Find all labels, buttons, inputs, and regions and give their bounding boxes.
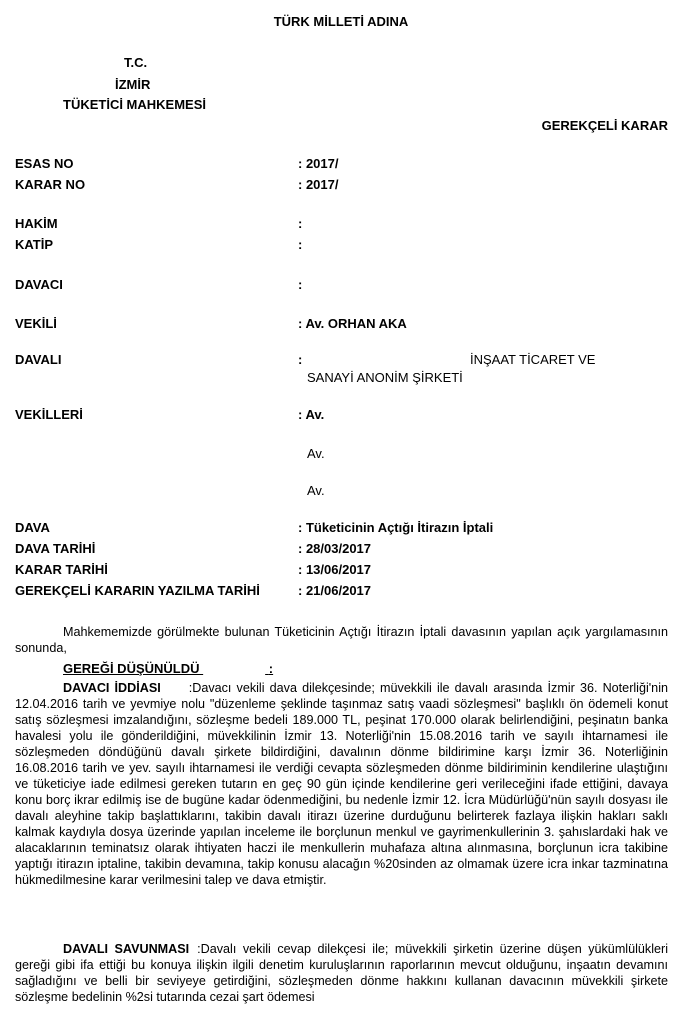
value-dava-tarihi: : 28/03/2017 xyxy=(298,541,372,556)
label-hakim: HAKİM xyxy=(15,216,58,231)
label-dava: DAVA xyxy=(15,520,50,535)
value-hakim: : xyxy=(298,216,303,231)
page-title: TÜRK MİLLETİ ADINA xyxy=(273,14,409,29)
label-davaci: DAVACI xyxy=(15,277,63,292)
value-davaci: : xyxy=(298,277,303,292)
value-karar-no: : 2017/ xyxy=(298,177,339,192)
value-karar-tarihi: : 13/06/2017 xyxy=(298,562,372,577)
header-court: TÜKETİCİ MAHKEMESİ xyxy=(63,97,206,112)
heading-geregi: GEREĞİ DÜŞÜNÜLDÜ : xyxy=(63,661,274,676)
label-karar-tarihi: KARAR TARİHİ xyxy=(15,562,108,577)
label-yazilma-tarihi: GEREKÇELİ KARARIN YAZILMA TARİHİ xyxy=(15,583,260,598)
label-esas-no: ESAS NO xyxy=(15,156,74,171)
value-esas-no: : 2017/ xyxy=(298,156,339,171)
label-dava-tarihi: DAVA TARİHİ xyxy=(15,541,96,556)
value-davali: : xyxy=(298,352,303,367)
label-vekili: VEKİLİ xyxy=(15,316,57,331)
label-katip: KATİP xyxy=(15,237,54,252)
davali-paragraph: DAVALI SAVUNMASI :Davalı vekili cevap dilekçesi ile; müvekkili şirketin üzerine düşen yükümlülükleri gereği gibi ifa ettiği bu konuya ilişkin ilgili denetim kuruluşlarının raporlarının mevcut olduğunu, inşaatın devamını sağladığını ve belli bir seviyeye getirdiğini, sözleşmeden dönme hakkını kullanan davacının müvekkili şirkete sözleşme bedelinin %2si tutarında cezai şart ödemesi xyxy=(15,942,668,1004)
value-yazilma-tarihi: : 21/06/2017 xyxy=(298,583,372,598)
header-tc: T.C. xyxy=(124,55,148,70)
intro-paragraph: Mahkememizde görülmekte bulunan Tüketicinin Açtığı İtirazın İptali davasının yapılan açık yargılamasının sonunda, xyxy=(15,625,668,655)
value-vekilleri-2: Av. xyxy=(307,446,325,461)
value-dava: : Tüketicinin Açtığı İtirazın İptali xyxy=(298,520,494,535)
value-davali-company-1: İNŞAAT TİCARET VE xyxy=(470,352,596,367)
davaci-paragraph: DAVACI İDDİASI :Davacı vekili dava dilekçesinde; müvekkili ile davalı arasında İzmir 36. Noterliği'nin 12.04.2016 tarih ve yevmiye nolu "düzenleme şeklinde taşınmaz satış vaadi sözleşmesi" başlıklı ön ödemeli konut satış sözleşmesi imzalandığını, sözleşme bedeli 189.000 TL, peşinat 170.000 olarak belirlendiğini, peşinatın banka havalesi yolu ile gönderildiğini, müvekkilinin İzmir 13. Noterliği'nin 15.08.2016 tarih ve sayılı ihtarnamesi ile sözleşmeden döndüğünü davalı şirkete bildirdiğini, davalının dönme bildirimine karşı İzmir 36. Noterliğinin 16.08.2016 tarih ve yev. sayılı ihtarnamesi ile verdiği cevapta sözleşmeden dönme bildiriminin kendilerine ulaştığını ve tüketiciye iade edilmesi gereken tutarın en geç 90 gün içinde kendilerine geri verileceğini ifade ettiğini, davaya konu borç ikrar edilmiş ise de bugüne kadar ödenmediğini, bu nedenle İzmir 12. İcra Müdürlüğü'nün sayılı dosyası ile davalı aleyhine takip başlattıklarını, takibin davalı itirazı üzerine durduğunu belirterek fazlaya ilişkin hakları saklı kalmak kaydıyla dosya üzerinde yapılan inceleme ile borçlunun menkul ve gayrimenkullerinin 3. şahıslardaki hak ve alacaklarının teminatsız olarak ihtiyaten haczi ile menkullerin muhafaza altına alınmasına, borçlunun icra takibine yaptığı itirazın iptaline, takibin devamına, takip konusu alacağın %20sinden az olmamak üzere icra inkar tazminatına hükmedilmesine karar verilmesini talep ve dava etmiştir. xyxy=(15,681,668,887)
value-davali-company-2: SANAYİ ANONİM ŞİRKETİ xyxy=(307,370,463,385)
header-city: İZMİR xyxy=(115,77,151,92)
label-davali: DAVALI xyxy=(15,352,62,367)
value-vekilleri-3: Av. xyxy=(307,483,325,498)
label-vekilleri: VEKİLLERİ xyxy=(15,407,83,422)
value-vekilleri-1: : Av. xyxy=(298,407,325,422)
value-vekili: : Av. ORHAN AKA xyxy=(298,316,407,331)
decision-type: GEREKÇELİ KARAR xyxy=(541,118,668,133)
label-karar-no: KARAR NO xyxy=(15,177,86,192)
value-katip: : xyxy=(298,237,303,252)
